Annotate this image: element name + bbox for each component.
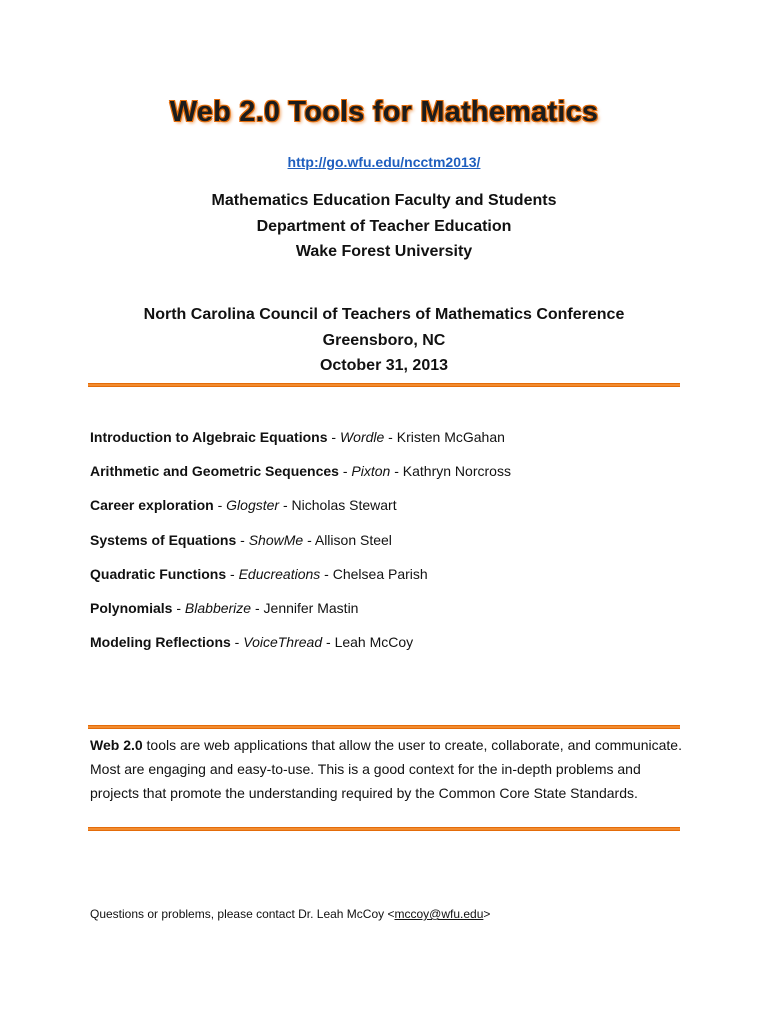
session-topic: Introduction to Algebraic Equations [90, 429, 328, 445]
session-tool: Glogster [226, 497, 280, 514]
definition-paragraph [90, 733, 690, 805]
session-presenter: Jennifer Mastin [263, 599, 359, 616]
page-title: Web 2.0 Tools for Mathematics [169, 96, 599, 128]
session-separator: - [279, 497, 292, 514]
session-separator: - [327, 429, 340, 445]
affiliation-line-2: Department of Teacher Education [256, 217, 512, 235]
conference-date: October 31, 2013 [319, 357, 449, 374]
session-tool: Educreations [238, 565, 321, 582]
session-tool: ShowMe [248, 531, 304, 548]
session-list [90, 427, 690, 666]
session-topic: Polynomials [90, 599, 173, 616]
divider-top [88, 383, 680, 387]
session-topic: Quadratic Functions [90, 565, 227, 582]
contact-text: Questions or problems, please contact Dr. Leah McCoy < [90, 907, 395, 921]
session-tool: VoiceThread [243, 634, 323, 651]
session-separator: - [320, 565, 333, 582]
session-tool: Pixton [351, 463, 391, 480]
definition-text: tools are web applications that allow the user to create, collaborate, and communicate. Most are engaging and easy-to-use. This is a good context for the in-depth problems and projects that promote the understanding required by the Common Core State Standards. [90, 737, 682, 801]
divider-definition-top [88, 725, 680, 729]
session-presenter: Allison Steel [314, 531, 392, 548]
session-separator: - [251, 599, 264, 616]
session-topic: Modeling Reflections [90, 634, 231, 651]
affiliation-block [0, 188, 768, 265]
session-tool: Wordle [339, 429, 385, 445]
session-item [90, 530, 690, 564]
contact-line [90, 905, 490, 923]
session-separator: - [390, 463, 403, 480]
session-topic: Arithmetic and Geometric Sequences [90, 463, 339, 480]
session-item [90, 461, 690, 495]
session-topic: Career exploration [90, 497, 214, 514]
session-presenter: Nicholas Stewart [291, 497, 397, 514]
conference-name: North Carolina Council of Teachers of Mathematics Conference [143, 306, 625, 323]
conference-block [0, 302, 768, 379]
session-presenter: Chelsea Parish [332, 565, 428, 582]
conference-location: Greensboro, NC [322, 331, 446, 349]
session-presenter: Kristen McGahan [396, 429, 505, 445]
affiliation-line-1: Mathematics Education Faculty and Students [211, 192, 557, 209]
divider-definition-bottom [88, 827, 680, 831]
session-topic: Systems of Equations [90, 531, 237, 548]
session-separator: - [303, 531, 315, 548]
session-separator: - [338, 463, 352, 480]
session-separator: - [226, 565, 239, 582]
session-item [90, 632, 690, 666]
session-separator: - [236, 531, 249, 548]
session-separator: - [230, 634, 244, 651]
session-separator: - [172, 599, 185, 616]
contact-close: > [483, 907, 491, 921]
session-item [90, 564, 690, 598]
session-separator: - [322, 634, 335, 651]
session-tool: Blabberize [184, 599, 252, 616]
definition-lead: Web 2.0 [90, 737, 143, 753]
conference-url-link[interactable]: http://go.wfu.edu/ncctm2013/ [287, 154, 481, 170]
session-separator: - [213, 497, 227, 514]
session-separator: - [384, 429, 397, 445]
affiliation-line-3: Wake Forest University [295, 243, 473, 260]
session-item [90, 495, 690, 529]
session-presenter: Leah McCoy [334, 634, 414, 651]
session-item [90, 598, 690, 632]
session-presenter: Kathryn Norcross [402, 463, 511, 480]
session-item [90, 427, 690, 461]
contact-email-link[interactable]: mccoy@wfu.edu [394, 907, 484, 921]
